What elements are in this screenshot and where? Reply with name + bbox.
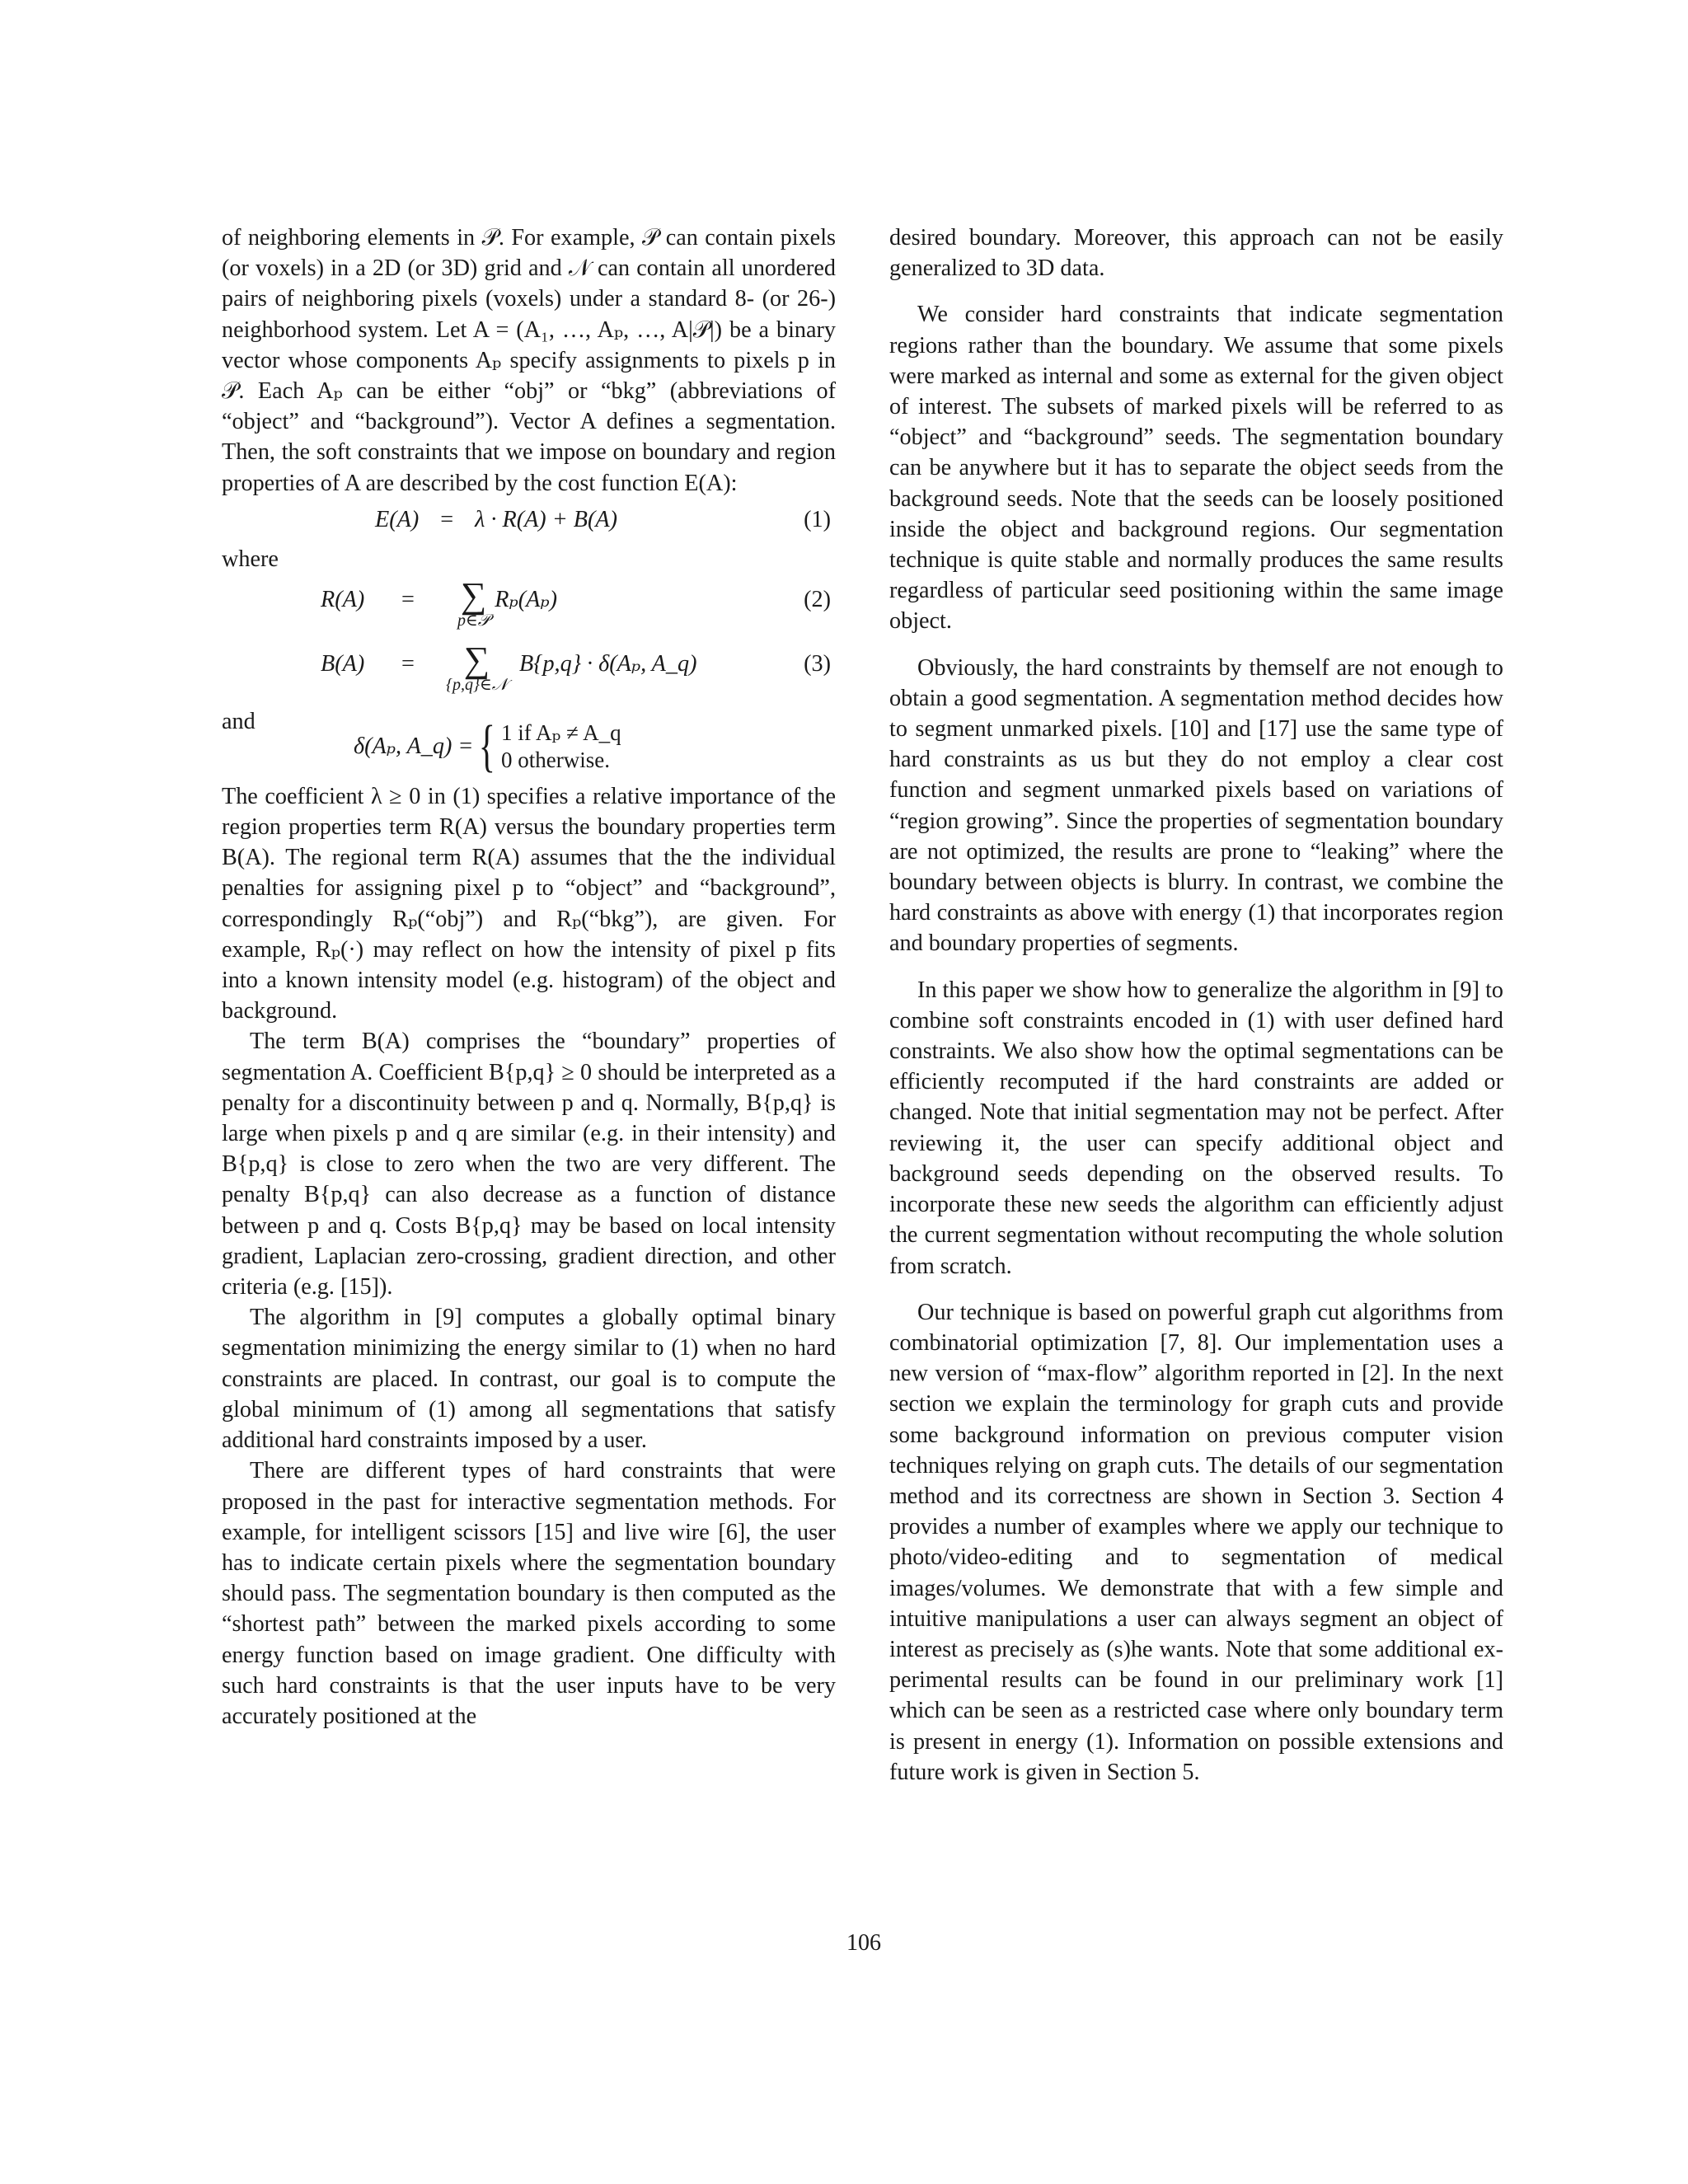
left-column: [222, 223, 836, 1732]
paragraph: In this paper we show how to generalize the algorithm in [9] to combine soft constraints encoded in (1) with user defined hard constraints. We also show how the optimal segmentations can be efficiently recomputed if the hard constraints are added or changed. Note that initial segmentation may not be perfect. After reviewing it, the user can specify additional object and background seeds depending on the observed results. To incorporate these new seeds the algorithm can efficiently adjust the current segmentation without recomputing the whole solution from scratch.: [889, 977, 1503, 1279]
equation-number: (2): [804, 586, 831, 612]
delta-definition: [222, 714, 836, 778]
summation: [446, 639, 508, 694]
equation-lhs: R(A): [321, 586, 365, 612]
equation-number: (1): [804, 506, 831, 532]
page-number: 106: [846, 1930, 881, 1956]
delta-case-2: 0 otherwise.: [501, 747, 611, 772]
equation-lhs: B(A): [321, 650, 365, 677]
equation-lhs: E(A): [375, 506, 420, 532]
summation-index: p∈𝒫: [457, 611, 490, 630]
and-label: and: [222, 708, 256, 734]
equation-number: (3): [804, 650, 831, 677]
paragraph: There are different types of hard constraints that were proposed in the past for interactive segmentation methods. For example, for intelligent scissors [15] and live wire [6], the user has to indicate certain pixels where the segmentation boundary should pass. The segmentation boundary is then computed as the “shortest path” between the marked pixels according to some energy function based on image gradient. One difficulty with such hard constraints is that the user inputs have to be very accurately positioned at the: [222, 1458, 836, 1729]
equation-equals: =: [401, 586, 415, 612]
equation-equals: =: [401, 650, 415, 677]
summation-symbol: ∑: [463, 639, 490, 680]
equation-1: [222, 504, 836, 541]
equation-rhs: Rₚ(Aₚ): [495, 586, 557, 612]
right-column: [889, 223, 1503, 1788]
equation-3: [222, 639, 836, 701]
paragraph: of neighboring elements in 𝒫. For example, 𝒫 can contain pixels (or voxels) in a 2D (or 3D) grid and 𝒩 can contain all unordered pairs of neighboring pixels (voxels) under a standard 8- (or 26-) neighborhood system. Let A = (A₁, …, Aₚ, …, A|𝒫|) be a binary vector whose components Aₚ specify assignments to pixels p in 𝒫. Each Aₚ can be either “obj” or “bkg” (abbreviations of “object” and “background”). Vector A defines a segmentation. Then, the soft constraints that we impose on boundary and region properties of A are described by the cost function E(A):: [222, 225, 836, 496]
paragraph: We consider hard constraints that indicate segmentation regions rather than the boundary. We assume that some pixels were marked as internal and some as external for the given object of interest. The subsets of marked pixels will be referred to as “object” and “background” seeds. The segmentation boundary can be anywhere but it has to separate the object seeds from the background seeds. Note that the seeds can be loosely positioned inside the object and background regions. Our segmentation technique is quite stable and normally produces the same results regardless of particular seed positioning within the same image object.: [889, 302, 1503, 635]
delta-cases: [501, 719, 621, 774]
paragraph: The term B(A) comprises the “boundary” properties of segmentation A. Coefficient B{p,q} ≥ 0 should be interpreted as a penalty for a discontinuity between p and q. Normally, B{p,q} is large when pixels p and q are similar (e.g. in their intensity) and B{p,q} is close to zero when the two are very different. The penalty B{p,q} can also decrease as a function of distance between p and q. Costs B{p,q} may be based on local intensity gradient, Laplacian zero-crossing, gradient direction, and other criteria (e.g. [15]).: [222, 1029, 836, 1301]
paragraph: The algorithm in [9] computes a globally optimal binary segmentation minimizing the energy similar to (1) when no hard constraints are placed. In contrast, our goal is to compute the global minimum of (1) among all segmentations that satisfy additional hard constraints imposed by a user.: [222, 1305, 836, 1454]
paragraph: The coefficient λ ≥ 0 in (1) specifies a relative importance of the region properties term R(A) versus the boundary properties term B(A). The regional term R(A) assumes that the the individual penalties for assigning pixel p to “object” and “background”, correspondingly Rₚ(“obj”) and Rₚ(“bkg”), are given. For example, Rₚ(·) may reflect on how the intensity of pixel p fits into a known intensity model (e.g. histogram) of the object and background.: [222, 783, 836, 1024]
paragraph: Obviously, the hard constraints by themself are not enough to obtain a good segmentation. A segmentation method decides how to segment unmarked pixels. [10] and [17] use the same type of hard constraints as us but they do not employ a clear cost function and segment unmarked pixels based on variations of “region growing”. Since the properties of segmentation boundary are not optimized, the results are prone to “leaking” where the boundary between objects is blurry. In contrast, we combine the hard constraints as above with energy (1) that incorporates region and boundary properties of segments.: [889, 654, 1503, 957]
delta-case-1: 1 if Aₚ ≠ A_q: [501, 719, 621, 745]
delta-brace: {: [479, 714, 496, 778]
equation-rhs: λ · R(A) + B(A): [475, 506, 618, 532]
summation: [457, 574, 490, 630]
delta-lhs: δ(Aₚ, A_q) =: [354, 733, 474, 760]
where-label: where: [222, 546, 279, 572]
summation-symbol: ∑: [460, 574, 487, 616]
summation-index: {p,q}∈𝒩: [446, 675, 508, 694]
equation-rhs: B{p,q} · δ(Aₚ, A_q): [518, 650, 697, 677]
paragraph: desired boundary. Moreover, this approach can not be easily generalized to 3D data.: [889, 225, 1503, 282]
equation-2: [222, 574, 836, 634]
paragraph: Our technique is based on powerful graph cut algorithms from combinatorial optimization [7, 8]. Our implementation uses a new version of “max-flow” algorithm reported in [2]. In the next section we explain the terminology for graph cuts and provide some background information on previous computer vision techniques relying on graph cuts. The details of our segmentation method and its correctness are shown in Section 3. Section 4 provides a number of examples where we apply our technique to photo/video-editing and to segmentation of medical images/volumes. We demonstrate that with a few simple and intuitive manipulations a user can always segment an object of interest as precisely as (s)he wants. Note that some additional experimental results can be found in our preliminary work [1] which can be seen as a restricted case where only boundary term is present in energy (1). Information on possible extensions and future work is given in Section 5.: [889, 1299, 1503, 1785]
equation-equals: =: [440, 506, 454, 532]
